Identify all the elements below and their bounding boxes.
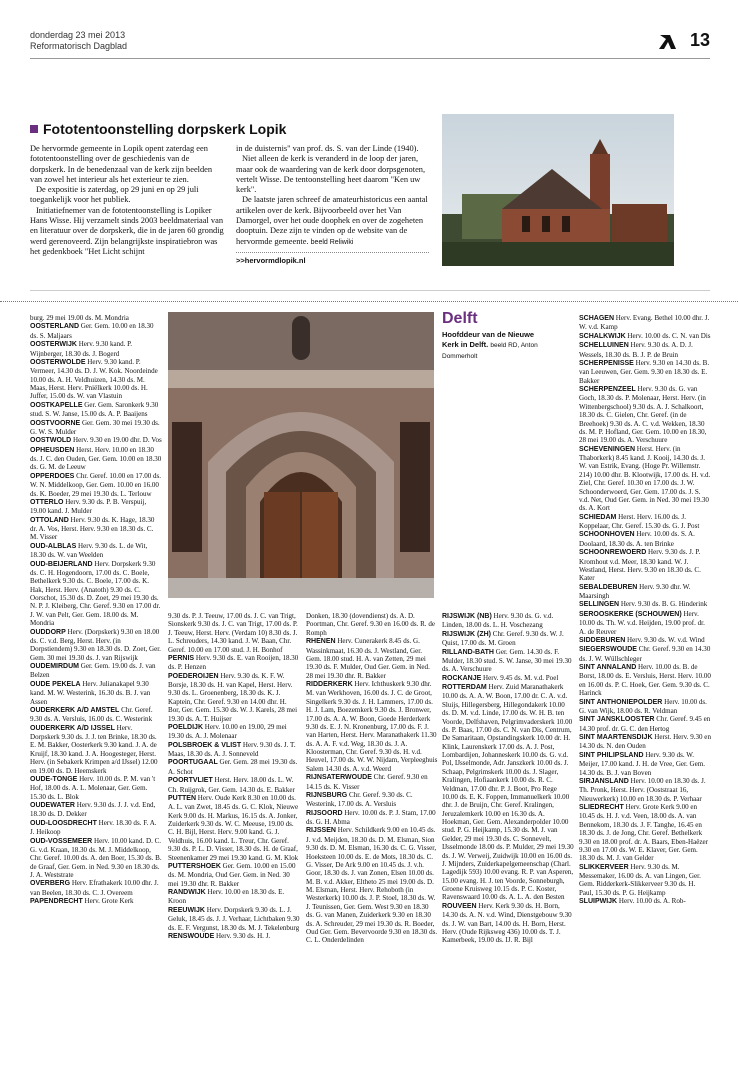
listing-entry [30,472,162,498]
service-details: Herv. 9.30 ds. J. P. Kromhout v.d. Meer, 18.30 kand. W. J. Westland, Herst. Herv. 9.30 en 18.30 ds. C. Kater [579,548,701,583]
place-name: SLUIPWIJK [579,898,618,906]
listing-entry [168,758,300,776]
listing-entry [306,826,438,944]
listing-entry [579,583,711,601]
place-name: OUDEWATER [30,802,75,809]
listing-entry [579,530,711,548]
service-details: Herv. 10.00 ds. G. van Wijk, 18.00 ds. R. Veldman [579,697,707,715]
place-name: SCHIEDAM [579,513,617,521]
listing-entry [306,773,438,791]
listing-entry [579,863,711,898]
place-name: OUDERKERK A/D IJSSEL [30,724,115,732]
place-name: RHENEN [306,638,336,646]
listing-entry [579,751,711,777]
article-paragraph: De hervormde gemeente in Lopik opent zaterdag een fototentoonstelling over de geschiedenis van de dorpskerk. In de benedenzaal van de kerk zijn beelden van zowel het interieur als het exterieur te zien. [30,144,213,184]
place-name: OUD-ALBLAS [30,542,77,550]
listing-entry [579,359,711,385]
service-details: Chr. Geref. 9.30 en 14.30 ds. J. W. Wüllschleger [579,645,711,663]
listing-entry [168,888,300,906]
service-details: Herv. 9.30 ds. W. Meijer, 17.00 kand. J. H. de Vree, Ger. Gem. 14.30 ds. B. J. van Boven [579,750,705,777]
article-title [30,121,286,137]
place-name: OUDDORP [30,628,66,636]
listing-entry [579,663,711,698]
article-paragraph: in de duisternis" van prof. ds. S. van der Linde (1940). [236,144,419,153]
service-details: Chr. Geref. 9.30 ds. W. J. Quist, 17.00 ds. M. Groen [442,629,564,648]
rd-logo-icon [658,32,678,52]
header-rule [30,58,710,59]
listing-entry [30,401,162,419]
listing-entry [30,516,162,542]
service-details: Herv. 9.30 ds. H. J. [214,931,271,940]
photo-credit: beeld Reliwiki [310,238,354,246]
listing-entry [30,819,162,837]
place-name: RENSWOUDE [168,932,215,940]
listing-entry [579,341,711,359]
listing-entry [579,897,711,906]
listing-entry [30,897,162,906]
service-details: Chr. Geref. 9.45 en 14.30 prof. dr. G. C. den Hertog [579,715,711,733]
service-details: Herv. 9.30 ds. K. F. W. Borsje, 18.30 ds. H. van Kapel, Herst. Herv. 9.30 ds. L. Groenenberg, 18.30 ds. K. J. Kaptein, Chr. Geref. 9.30 en 14.00 dhr. H. Bor, Ger. Gem. 15.30 ds. W. J. Karels, 28 mei 19.30 ds. A. T. Huijser [168,671,298,723]
listing-entry [168,794,300,862]
service-details: burg. 29 mei 19.00 ds. M. Mondria [30,314,129,322]
service-details: Herv. 9.45 ds. M. v.d. Poel [481,673,559,682]
service-details: Herv. 9.30 ds. K. Hage, 18.30 dr. A. Vos, Herst. Herv. 9.30 en 18.30 ds. C. M. Visser [30,515,155,542]
listing-entry [168,654,300,672]
place-name: POEDEROIJEN [168,672,219,680]
service-details: Herv. 10.00 en 18.30 ds. J. Th. Pronk, Herst. Herv. (Ooststraat 16, Nieuwerkerk) 10.00 en 18.30 ds. P. Verhaar [579,776,706,803]
listing-entry [30,542,162,560]
service-details: Herv. 10.00 ds. Th. W. v.d. Heijden, 19.00 prof. dr. A. de Reuver [579,609,705,636]
service-details: Herv. Dorpskerk 9.30 ds. J. J. ten Brinke, 18.30 ds. E. M. Bakker, Oosterkerk 9.30 kand. J. A. de Kruijf, 18.30 kand. J. A. Hoogesteger, Herst. Herv. (in Sebakerk Krimpen a/d IJssel) 12.00 en 19.00 ds. D. Heemskerk [30,723,158,775]
place-name: OPHEUSDEN [30,446,75,454]
place-name: OUDE-TONGE [30,775,78,783]
service-details: Herv. 10.00 ds. B. de Borst, 18.00 ds. E. Versluis, Herst. Herv. 10.00 en 16.00 ds. P. C. Hoek, Ger. Gem. 9.30 ds. C. Harinck [579,663,711,698]
section-marker [30,125,38,133]
service-details: Herv. 10.00 kand. D. C. G. v.d. Kraan, 18.30 ds. M. J. Middelkoop, Chr. Geref. 10.00 ds. A. den Boer, 15.30 ds. B. de Graaf, Ger. Gem. in Ned. 9.30 en 18.30 ds. J. A. Weststrate [30,836,162,879]
listing-entry [579,715,711,733]
service-details: Herv. Grote Kerk 9.00 en 10.45 ds. H. J. v.d. Veen, 18.00 ds. A. van Bennekom, 18.30 ds. J. F. Tanghe, 16.45 en 18.30 ds. J. de Jong, Chr. Geref. Bethelkerk 9.30 en 18.00 prof. dr. A. Baars, Eben-Haëzer 9.30 en 17.00 ds. W. E. Klaver, Ger. Gem. 18.30 ds. M. J. van Gelder [579,803,708,863]
article-paragraph: De expositie is zaterdag, op 29 juni en op 29 juli toegankelijk voor het publiek. [30,185,199,205]
listing-entry [306,791,438,809]
listing-entry [579,636,711,645]
place-name: SCHALKWIJK [579,332,626,340]
place-name: SIDDEBUREN [579,636,626,644]
place-name: RIJNSBURG [306,791,348,799]
listing-entry [30,498,162,516]
place-name: OPPERDOES [30,472,75,480]
delft-church-door-photo [168,312,434,598]
listing-entry [579,803,711,863]
place-name: REEUWIJK [168,906,205,914]
place-name: SINT ANNALAND [579,664,637,671]
place-name: SINT MAARTENSDIJK [579,734,653,741]
service-details: Herv. 9.30 ds. G. van Goch, 18.30 ds. P. Molenaar, Herst. Herv. (in Wittenbergschool) 9.30 ds. A. J. Schalkoort, 18.30 ds. C. Gielen, Chr. Geref. (in de Breehoek) 9.30 ds. A. C. v.d. Wekken, 18.30 ds. M. P. Hofland, Ger. Gem. 10.00 en 18.30, 28 mei 19.00 ds. A. Verschuure [579,385,707,445]
listing-entry [579,314,711,332]
place-name: OVERBERG [30,880,71,888]
service-details: Herv. 9.30 ds. L. de Wit, 18.30 ds. W. van Weelden [30,541,148,560]
place-name: OUD-VOSSEMEER [30,837,93,845]
listing-entry [442,683,574,902]
listing-column-5 [579,314,711,1066]
listing-entry [306,680,438,773]
article-paragraph: Niet alleen de kerk is veranderd in de loop der jaren, maar ook de waardering van de kerk door dorpsgenoten, vertelt Wisse. De tentoonstelling heet daarom "Ken uw kerk". [236,154,426,195]
service-details: Herv. Cunerakerk 8.45 ds. G. Wassinkmaat, 16.30 ds. J. Westland, Ger. Gem. 18.00 stud. H. A. van Zetten, 29 mei 19.30 ds. F. Mulder, Oud Ger. Gem. in Ned. 28 mei 19.30 dhr. R. Bakker [306,637,430,680]
service-details: Herst. Herv. (in Thaborkerk) 8.45 kand. J. Kooij, 14.30 ds. J. W. van Estrik, Evang. (Hoge Pr. Willemstr. 214) 10.00 dhr. B. Klootwijk, 17.00 ds. H. v.d. Ziel, Chr. Geref. 10.30 en 17.00 ds. J. W. Schoonderwoerd, Ger. Gem. 17.00 ds. J. S. v.d. Net, Oud Ger. Gem. in Ned. 30 mei 19.30 ds. A. Kort [579,444,711,513]
service-details: Herv. 9.30 kand. P. Wijnberger, 18.30 ds. J. Bogerd [30,340,133,358]
listing-entry [30,340,162,358]
place-name: OOSTERLAND [30,323,79,331]
place-name: RIDDERKERK [306,681,353,688]
listing-column-3 [306,612,438,1064]
listing-entry [306,637,438,680]
place-name: SELLINGEN [579,601,620,609]
place-name: OOSTERWIJK [30,341,77,349]
article-column-1 [30,144,225,257]
service-details: Chr. Geref. 9.30 ds. A. Versluis, 16.00 ds. C. Westerink [30,705,153,724]
service-details: Herv. 9.30 ds. P. B. Verspuij, 19.00 kand. J. Mulder [30,497,147,516]
listing-entry [30,801,162,819]
place-name: SIRJANSLAND [579,777,629,785]
listing-entry [442,648,574,674]
delft-caption-text: Hoofddeur van de Nieuwe Kerk in Delft. [442,330,535,349]
place-name: ROUVEEN [442,902,477,910]
listing-entry [30,560,162,628]
service-details: Herv. Kerk 9.30 ds. H. Born, 14.30 ds. A. N. v.d. Wind, Dienstgebouw 9.30 ds. J. W. van Bart, 14.00 ds. H. Born, Herst. Herv. (Oude Rijksweg 436) 10.00 ds. T. J. Kamerbeek, 19.00 ds. IJ. R. Bijl [442,901,572,945]
place-name: SINT ANTHONIEPOLDER [579,698,663,706]
place-name: ROTTERDAM [442,684,487,691]
listing-entry [30,446,162,472]
service-details: Herv. 9.30 ds. E. van Rooijen, 18.30 ds. P. Henzen [168,653,299,672]
listing-entry [579,698,711,716]
listing-entry [168,906,300,932]
service-details: Ger. Gem. Saronkerk 9.30 stud. S. W. Janse, 15.00 ds. A. P. Baaijens [30,400,159,419]
service-details: Herv. (Dorpskerk) 9.30 en 18.00 ds. C. v.d. Berg, Herst. Herv. (in Dorpstiendem) 9.30 en 18.30 ds. D. Zoet, Ger. Gem. 30 mei 19.30 ds. J. van Rijswijk [30,627,161,662]
listing-entry [168,741,300,759]
listing-entry [30,628,162,663]
service-details: Donken, 18.30 (dovendienst) ds. A. D. Poortman, Chr. Geref. 9.30 en 16.00 ds. R. de Romph [306,612,435,637]
listing-entry [579,645,711,663]
listing-entry [30,436,162,445]
listing-entry [168,672,300,723]
place-name: RIJSSEN [306,827,336,835]
listing-entry [442,902,574,945]
place-name: PERNIS [168,654,195,662]
listing-entry [30,322,162,340]
service-details: Herv. 10.00 ds. P. M. van 't Hof, 18.00 ds. A. L. Molenaar, Ger. Gem. 15.30 ds. L. Blok [30,774,156,801]
place-name: SCHOONHOVEN [579,531,635,539]
service-details: Herv. 9.30 ds. A. D. J. Wessels, 18.30 ds. B. J. P. de Bruin [579,341,693,359]
delft-heading: Delft [442,310,478,327]
service-details: Herv. 10.00 ds. P. J. Stam, 17.00 ds. G. H. Abma [306,808,436,826]
listing-entry [168,932,300,941]
place-name: SLIEDRECHT [579,804,624,811]
place-name: SCHAGEN [579,315,615,322]
listing-entry [579,777,711,803]
listing-entry [168,612,300,654]
listing-entry [168,862,300,888]
website-link[interactable]: >>hervormdlopik.nl [236,252,429,266]
listing-entry [579,513,711,531]
service-details: Herv. 10.00 ds. S. A. Doolaard, 18.30 ds. A. ten Brinke [579,530,695,548]
place-name: OUD-BEIJERLAND [30,560,93,568]
lopik-church-photo [442,114,674,266]
service-details: Herst. Herv. 9.30 en 14.30 ds. N. den Ouden [579,733,711,751]
service-details: Herv. Efrathakerk 10.00 dhr. J. van Beelen, 18.30 ds. C. J. Overeem [30,879,159,897]
service-details: Herv. Zuid Maranathakerk 10.00 ds. A. A. W. Boon, 17.00 dr. C. A. v.d. Sluijs, Hillegersberg, Hillegondakerk 10.00 ds. D. M. v.d. Linde, 17.00 ds. W. H. B. ten Voorde, Delfshaven, Pelgrimvaderskerk 10.00 ds. P. Baas, 17.00 ds. C. N. van Dis, Centrum, De Samaritaan, Opstandingskerk 10.00 dr. H. Klink, Laurenskerk 17.00 ds. A. J. Post, Lombardijen, Johanneskerk 10.00 ds. G. v.d. Pol, IJsselmonde, Adr. Janszkerk 10.00 ds. J. Schaap, Pelgrimskerk 10.00 ds. J. Slager, Kralingen, Hofiaankerk 10.00 ds. R. C. Veldman, 17.00 dhr. P. J. Boot, Pro Rege 10.00 ds. E. K. Foppen, Immanuelkerk 10.00 dhr. J. de Bruijn, Chr. Geref. Kralingen, Jeruzalemkerk 10.00 en 16.30 ds. A. Hoekman, Ger. Gem. Alexanderpolder 10.00 stud. P. G. Heijkamp, 15.30 ds. M. J. van Gelder, 29 mei 19.30 ds. C. Sonnevelt, IJsselmonde 18.00 ds. P. Mulder, 29 mei 19.30 ds. J. W. Verweij, Zuidwijk 10.00 en 16.00 ds. J. Mijnders, Zuiderkapelgemeenschap (Charl. Lagedijk 593) 10.00 evang. R. P. van Asperen, 15.00 evang. H. J. ten Voorde, Sonneburgh, Groene Kruisweg 10.15 ds. P. C. Koster, Ravenswaard 10.00 ds. A. L. A. den Besten [442,683,574,902]
place-name: SEBALDEBUREN [579,583,638,591]
service-details: Herv. 9.30 ds. J. J. v.d. End, 18.30 ds. D. Dekker [30,801,156,819]
place-name: RIJNSATERWOUDE [306,774,372,782]
listing-entry [579,600,711,609]
service-details: Chr. Geref. 10.00 en 17.00 ds. W. N. Middelkoop, Ger. Gem. 10.00 en 16.00 ds. K. Boeder, 29 mei 19.30 ds. L. Terlouw [30,471,162,498]
place-name: OOSTVOORNE [30,419,81,427]
listing-entry [30,879,162,897]
issue-date: donderdag 23 mei 2013 [30,30,126,40]
publication-name: Reformatorisch Dagblad [30,41,128,51]
place-name: OOSTERWOLDE [30,358,86,366]
service-details: Ger. Gem. 10.00 en 18.30 ds. S. Maljaars [30,322,154,340]
service-details: Herv. 9.30 en 19.00 dhr. D. Vos [71,436,162,445]
service-details: Herv. 10.00 en 19.00, 29 mei 19.30 ds. A. J. Molenaar [168,722,287,741]
service-details: Ger. Gem. 30 mei 19.30 ds. G. W. S. Mulder [30,418,160,436]
service-details: Ger. Gem. 14.30 ds. F. Mulder, 18.30 stud. S. W. Janse, 30 mei 19.30 ds. A. Verschuure [442,647,572,674]
place-name: PUTTEN [168,794,196,802]
place-name: RILLAND-BATH [442,648,494,656]
listing-entry [579,332,711,341]
place-name: ROCKANJE [442,674,482,682]
service-details: Herv. 9.30 ds. G. v.d. Linden, 18.00 ds. L. H. Voschezang [442,612,554,630]
service-details: Herst. Herv. 10.00 en 18.30 ds. J. C. den Ouden, Ger. Gem. 10.00 en 18.30 ds. G. M. de Leeuw [30,445,162,472]
service-details: Chr. Geref. 9.30 en 14.15 ds. K. Visser [306,773,428,791]
listing-column-1 [30,314,162,1066]
service-details: Herv. 9.30 en 14.30 ds. B. van Leeuwen, Ger. Gem. 9.30 en 18.30 ds. E. Bakker [579,358,710,385]
place-name: OUDERKERK A/D AMSTEL [30,706,120,714]
place-name: OUDEMIRDUM [30,663,79,670]
service-details: Herv. Schildkerk 9.00 en 10.45 ds. J. v.d. Meijden, 18.30 ds. D. M. Elsman, Sion 9.30 ds. D. M. Elsman, 16.30 ds. C. G. Visser, Hoeksteen 10.00 ds. E. de Mots, 18.30 ds. C. G. Visser, De Ark 9.00 en 10.45 ds. J. v.h. Goor, 18.30 ds. J. van Zonen, Elsen 10.00 ds. M. B. v.d. Akker, Eltheto 25 mei 19.00 ds. D. M. Elsman, Herst. Herv. Rehoboth (in Westerkerk) 10.00 ds. J. P. Stoel, 18.30 ds. W. J. Teunissen, Ger. Gem. West 9.30 en 18.30 ds. G. van Manen, Zuiderkerk 9.30 en 18.30 ds. A. Schreuder, 29 mei 19.30 ds. R. Boeder, Oud Ger. Gem. Bevervoorde 9.30 en 18.30 ds. C. L. Onderdelinden [306,826,438,945]
service-details: Herv. Julianakapel 9.30 kand. M. W. Westerink, 16.30 ds. B. J. van Assen [30,679,151,706]
listing-entry [30,775,162,801]
service-details: Herv. 10.00 ds. C. N. van Dis [625,331,711,340]
place-name: OTTERLO [30,498,64,506]
place-name: POELDIJK [168,723,204,731]
delft-caption-credit: beeld RD, Anton Dommerholt [442,342,538,360]
place-name: PAPENDRECHT [30,898,83,906]
service-details: Herv. 9.30 dhr. W. Maarsingh [579,582,691,600]
place-name: POORTUGAAL [168,759,218,767]
place-name: SIEGERSWOUDE [579,646,637,654]
place-name: POLSBROEK & VLIST [168,741,242,749]
page-number: 13 [689,30,710,50]
listing-entry [442,674,574,683]
service-details: Herv. Grote Kerk [82,897,134,906]
listing-entry [579,385,711,445]
service-details: Chr. Geref. 9.30 ds. C. Westerink, 17.00 ds. A. Versluis [306,790,413,809]
service-details: Ger. Gem. 28 mei 19.30 ds. A. Schot [168,758,298,776]
place-name: RIJSWIJK (ZH) [442,630,491,638]
listing-entry [442,630,574,648]
service-details: Ger. Gem. 10.00 en 15.00 ds. M. Mondria, Oud Ger. Gem. in Ned. 30 mei 19.30 dhr. R. Bakker [168,861,296,888]
place-name: SCHERPENISSE [579,359,634,367]
listing-entry [579,445,711,513]
place-name: OTTOLAND [30,516,69,524]
service-details: Herv. Ichthuskerk 9.30 dhr. M. van Werkhoven, 16.00 ds. J. C. de Groot, Singelkerk 9.30 ds. J. H. Lammers, 17.00 ds. H. J. Lam, Boezemkerk 9.30 ds. J. Bronwer, 17.00 ds. A. A. W. Boon, Goede Herderkerk 9.30 ds. E. J. N. Kronenburg, 17.00 ds. F. J. van Harten, Herst. Herv. Maranathakerk 11.30 ds. A. A. F. v.d. Weg, 18.30 ds. J. A. Kloosterman, Chr. Geref. 9.30 ds. H. v.d. Heuvel, 17.00 ds. W. W. Nijdam, Verpleeghuis Salem 14.30 ds. A. v.d. Weerd [306,680,438,773]
listing-entry [30,358,162,401]
service-details: Herv. 9.30 kand. P. Vermeer, 14.30 ds. D. J. W. Kok. Noordeinde 10.00 ds. A. H. Veldhuizen, 14.30 ds. M. Maas, Herst. Herv. Pniëlkerk 10.00 ds. H. Juffer, 15.00 ds. W. van Vlastuin [30,357,158,401]
service-details: Herv. 18.30 ds. F. A. J. Heikoop [30,818,157,837]
service-details: 9.30 ds. P. J. Teeuw, 17.00 ds. J. C. van Trigt, Sionskerk 9.30 ds. J. C. van Trigt, 17.00 ds. P. J. Teeuw, Herst. Herv. (Verdam 10) 8.30 ds. J. L. Schreuders, 14.30 kand. J. W. Baan, Chr. Geref. 10.00 en 17.00 stud. J. H. Bonhof [168,612,298,654]
listing-entry [30,680,162,706]
listing-column-2 [168,612,300,1064]
service-details: Herv. Oude Kerk 8.30 en 10.00 ds. A. L. van Zwet, 18.45 ds. G. C. Klok, Nieuwe Kerk 9.00 ds. H. Markus, 16.15 ds. A. Jonker, Zuiderkerk 9.30 ds. W. C. Meeuse, 19.00 ds. C. H. Bijl, Herst. Herv. 9.00 kand. G. J. Veldhuis, 16.00 kand. L. Treur, Chr. Geref. 9.30 ds. P. L. D. Visser, 18.30 ds. H. de Graaf, Steenenkamer 29 mei 19.30 kand. G. M. Klok [168,793,299,862]
listing-entry [30,706,162,724]
listing-entry [579,610,711,636]
listing-entry [30,837,162,880]
listing-entry [579,548,711,583]
place-name: SINT JANSKLOOSTER [579,716,655,724]
place-name: SCHERPENZEEL [579,386,636,393]
service-details: Herv. Evang. Bethel 10.00 dhr. J. W. v.d. Kamp [579,314,710,332]
service-details: Herv. 9.30 ds. B. G. Hinderink [619,600,708,609]
article-column-2 [236,144,429,266]
listing-entry [30,419,162,437]
listing-entry [168,776,300,794]
place-name: SCHELLUINEN [579,342,629,350]
place-name: SINT PHILIPSLAND [579,751,644,759]
listing-entry [168,723,300,741]
place-name: OUD-LOOSDRECHT [30,819,97,827]
article-title-text: Fototentoonstelling dorpskerk Lopik [43,121,287,137]
service-details: Herv. 10.00 en 18.30 ds. E. Kroon [168,888,285,906]
place-name: OUDE PEKELA [30,680,81,688]
service-details: Ger. Gem. 19.00 ds. J. van Belzen [30,662,156,680]
listing-entry [579,733,711,751]
delft-caption [442,330,538,362]
article-paragraph [236,195,429,247]
section-rule [30,290,710,291]
place-name: RIJSOORD [306,809,343,817]
place-name: SLIKKERVEER [579,863,629,871]
service-details: Herst. Herv. 18.00 ds. L. W. Ch. Ruijgrok, Ger. Gem. 14.30 ds. E. Bakker [168,776,295,794]
dotted-separator [0,301,738,302]
listing-entry [442,612,574,630]
place-name: SCHEVENINGEN [579,445,636,453]
listing-entry [30,314,162,322]
service-details: Herv. 10.00 ds. A. Rob- [617,897,686,906]
service-details: Herst. Herv. 16.00 ds. J. Koppelaar, Chr. Geref. 15.30 ds. G. J. Post [579,512,700,530]
place-name: PUTTERSHOEK [168,862,221,870]
page-header [30,30,710,60]
place-name: SCHOONREWOERD [579,549,647,557]
service-details: Herv. 9.30 ds. M. Messemaker, 16.00 ds. A. van Lingen, Ger. Gem. Ridderkerk-Slikkerveer 9.30 ds. H. Paul, 15.30 ds. P. G. Heijkamp [579,862,701,897]
listing-entry [306,612,438,637]
article-paragraph: Initiatiefnemer van de fototentoonstelling is Lopiker Hans Wisse. Hij verzamelt sinds 2003 beeldmateriaal van en literatuur over de dorpskerk, die in de jaren 60 grondig werd gerenoveerd. Zijn belangrijkste inspiratiebron was het gedenkboek "Het Licht schijnt [30,205,224,256]
service-details: Herv. Dorpskerk 9.30 ds. C. H. Hogendoorn, 17.00 ds. C. Boele, Bethelkerk 9.30 ds. C. Boele, 17.00 ds. K. Hak, Herst. Herv. (Anatoth) 9.30 ds. C. Oorschot, 15.30 ds. D. Zoet, 29 mei 19.30 ds. N. P. J. Kleiberg, Chr. Geref. 9.30 en 17.00 dr. J. W. van Pelt, Ger. Gem. 18.00 ds. M. Mondria [30,559,161,628]
service-details: Herv. Dorpskerk 9.30 ds. L. J. Geluk, 18.45 ds. J. J. Verhaar, Lichtbaken 9.30 ds. E. F. Vergunst, 18.30 ds. M. J. Tekelenburg [168,905,300,932]
place-name: OOSTKAPELLE [30,401,83,409]
service-details: Herv. 9.30 ds. W. v.d. Wind [625,635,705,644]
place-name: SEROOSKERKE (SCHOUWEN) [579,610,682,618]
place-name: RIJSWIJK (NB) [442,613,492,620]
article-paragraph-text: De laatste jaren schreef de amateurhistoricus een aantal artikelen over de kerk. Bijvoorbeeld over het Van Damorgel, over het oude doophek en over de zogeheten dooptuin. Deze zijn te vinden op de website van de hervormde gemeente. [236,195,428,246]
listing-column-4 [442,612,574,1064]
listing-entry [30,724,162,775]
listing-entry [306,809,438,827]
listing-entry [30,662,162,680]
place-name: RANDWIJK [168,889,206,896]
service-details: Herv. 9.30 ds. J. T. Maas, 18.30 ds. A. J. Sonneveld [168,740,296,758]
place-name: POORTVLIET [168,777,213,785]
place-name: OOSTWOLD [30,437,72,445]
